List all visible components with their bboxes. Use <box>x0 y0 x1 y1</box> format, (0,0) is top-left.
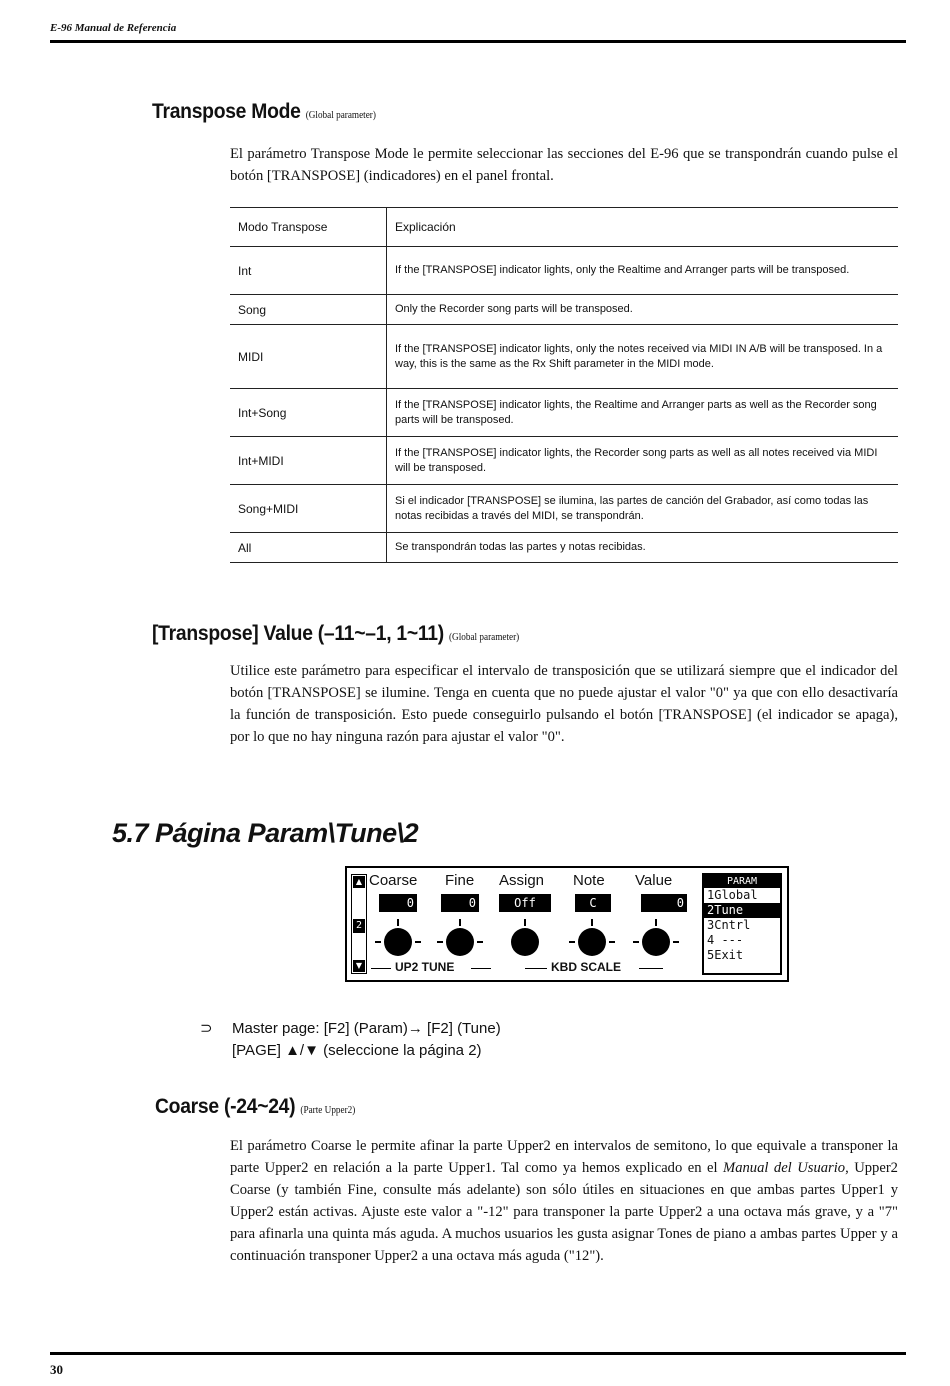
lcd-bracket-line <box>639 968 663 969</box>
knob-dash <box>569 941 575 943</box>
menu-item-exit: 5Exit <box>707 948 744 962</box>
table-cell-explanation: If the [TRANSPOSE] indicator lights, only the notes received via MIDI IN A/B will be transposed. In a way, this is the same as the Rx Shift parameter in the MIDI mode. <box>387 325 899 389</box>
lcd-value-coarse: 0 <box>379 894 417 912</box>
lcd-footer-kbd-scale: KBD SCALE <box>551 960 622 974</box>
table-cell-mode: Int+Song <box>230 389 387 437</box>
table-header-mode: Modo Transpose <box>230 208 387 247</box>
transpose-mode-title: Transpose Mode <box>152 100 301 123</box>
scroll-up-icon: ▲ <box>353 876 365 888</box>
knob-dash <box>437 941 443 943</box>
transpose-mode-table <box>230 207 898 563</box>
transpose-value-body: Utilice este parámetro para especificar el intervalo de transposición que se utilizará siempre que el indicador del botón [TRANSPOSE] se ilumine. Tenga en cuenta que no puede ajustar el valor "0" ya que con ello desactivaría la función de transposición. Esto puede conseguirlo pulsando el botón [TRANSPOSE] (el indicador se apaga), por lo que no hay ninguna razón para ajustar el valor "0". <box>230 663 898 745</box>
table-header-row <box>230 208 898 247</box>
transpose-mode-heading <box>152 100 376 124</box>
lcd-bracket-line <box>525 968 547 969</box>
menu-item-global: 1Global <box>707 888 758 902</box>
table-row <box>230 325 898 389</box>
lcd-scrollbar <box>351 874 367 974</box>
knob-dash <box>415 941 421 943</box>
footer-rule <box>50 1352 906 1355</box>
knob-note <box>578 928 606 956</box>
table-body <box>230 247 898 563</box>
knob-coarse <box>384 928 412 956</box>
coarse-body-manual: Manual del Usuario <box>723 1160 846 1176</box>
lcd-label-coarse: Coarse <box>369 872 418 889</box>
table-cell-explanation: If the [TRANSPOSE] indicator lights, the Recorder song parts as well as all notes received via MIDI will be transposed. <box>387 437 899 485</box>
table-row <box>230 533 898 563</box>
coarse-title: Coarse (-24~24) <box>155 1095 296 1118</box>
table-row <box>230 389 898 437</box>
table-row <box>230 437 898 485</box>
menu-item-cntrl: 3Cntrl <box>707 918 751 932</box>
lcd-value-note: C <box>575 894 611 912</box>
knob-assign <box>511 928 539 956</box>
knob-dash <box>633 941 639 943</box>
knob-dash <box>375 941 381 943</box>
lcd-label-assign: Assign <box>499 872 545 889</box>
transpose-value-heading <box>152 622 519 646</box>
lcd-bracket-line <box>371 968 391 969</box>
transpose-mode-subtitle: (Global parameter) <box>305 110 376 121</box>
table-cell-mode: Song+MIDI <box>230 485 387 533</box>
navigation-master-page: Master page: [F2] (Param)→ [F2] (Tune) <box>232 1020 501 1037</box>
table-cell-explanation: Se transpondrán todas las partes y notas recibidas. <box>387 533 899 563</box>
lcd-value-fine: 0 <box>441 894 479 912</box>
coarse-body-b: , Upper2 Coarse (y también Fine, consulte más adelante) son sólo útiles en situaciones en que ambas partes Upper1 y Upper2 están activas. Ajuste este valor a "-12" para transponer la parte Upper2 a una octava más grave, y a "7" para afinarla una quinta más aguda. A muchos usuarios les gusta asignar Tones de piano a ambas partes Upper y a continuación transponer Upper2 a una octava más aguda ("12"). <box>230 1160 898 1264</box>
knob-dash <box>673 941 679 943</box>
menu-item-tune: 2Tune <box>704 903 780 918</box>
table-row <box>230 485 898 533</box>
section-title: 5.7 Página Param\Tune\2 <box>112 818 419 848</box>
knob-fine <box>446 928 474 956</box>
table-cell-mode: MIDI <box>230 325 387 389</box>
menu-item-empty: 4 --- <box>707 933 744 947</box>
menu-title: PARAM <box>704 875 780 888</box>
lcd-value-assign: Off <box>499 894 551 912</box>
lcd-label-fine: Fine <box>445 872 475 889</box>
lcd-label-note: Note <box>573 872 605 889</box>
knob-value <box>642 928 670 956</box>
lcd-param-menu <box>702 873 782 975</box>
table-cell-mode: Song <box>230 295 387 325</box>
lcd-label-value: Value <box>635 872 673 889</box>
table-cell-explanation: Si el indicador [TRANSPOSE] se ilumina, las partes de canción del Grabador, así como todas las notas recibidas a través del MIDI, se transpondrán. <box>387 485 899 533</box>
table-row <box>230 295 898 325</box>
transpose-value-title: [Transpose] Value (–11~–1, 1~11) <box>152 622 444 645</box>
navigation-arrow-icon: ⊃ <box>200 1020 213 1037</box>
header-rule <box>50 40 906 43</box>
table-cell-explanation: If the [TRANSPOSE] indicator lights, only the Realtime and Arranger parts will be transposed. <box>387 247 899 295</box>
table-cell-mode: Int <box>230 247 387 295</box>
coarse-body <box>230 1135 898 1267</box>
knob-dash <box>609 941 615 943</box>
transpose-mode-intro: El parámetro Transpose Mode le permite seleccionar las secciones del E-96 que se transpondrán cuando pulse el botón [TRANSPOSE] (indicadores) en el panel frontal. <box>230 146 898 184</box>
table-cell-explanation: If the [TRANSPOSE] indicator lights, the Realtime and Arranger parts as well as the Recorder song parts will be transposed. <box>387 389 899 437</box>
lcd-footer-up2-tune: UP2 TUNE <box>395 960 455 974</box>
table-row <box>230 247 898 295</box>
coarse-heading <box>155 1095 355 1119</box>
page-indicator: 2 <box>353 919 365 933</box>
coarse-body-a: El parámetro Coarse le permite afinar la parte Upper2 en intervalos de semitono, lo que equivale a transponer la parte Upper2 en relación a la parte Upper1. Tal como ya hemos explicado en el <box>230 1138 898 1176</box>
lcd-screen <box>345 866 789 982</box>
scroll-down-icon: ▼ <box>353 960 365 972</box>
lcd-bracket-line <box>471 968 491 969</box>
table-cell-mode: Int+MIDI <box>230 437 387 485</box>
running-header: E-96 Manual de Referencia <box>50 22 177 34</box>
lcd-value-value: 0 <box>641 894 687 912</box>
table-cell-explanation: Only the Recorder song parts will be transposed. <box>387 295 899 325</box>
table-header-explanation: Explicación <box>387 208 899 247</box>
table-cell-mode: All <box>230 533 387 563</box>
coarse-subtitle: (Parte Upper2) <box>300 1105 356 1116</box>
page-number: 30 <box>50 1362 63 1377</box>
navigation-page-keys: [PAGE] ▲/▼ (seleccione la página 2) <box>232 1042 482 1059</box>
transpose-value-subtitle: (Global parameter) <box>448 632 520 643</box>
knob-dash <box>477 941 483 943</box>
